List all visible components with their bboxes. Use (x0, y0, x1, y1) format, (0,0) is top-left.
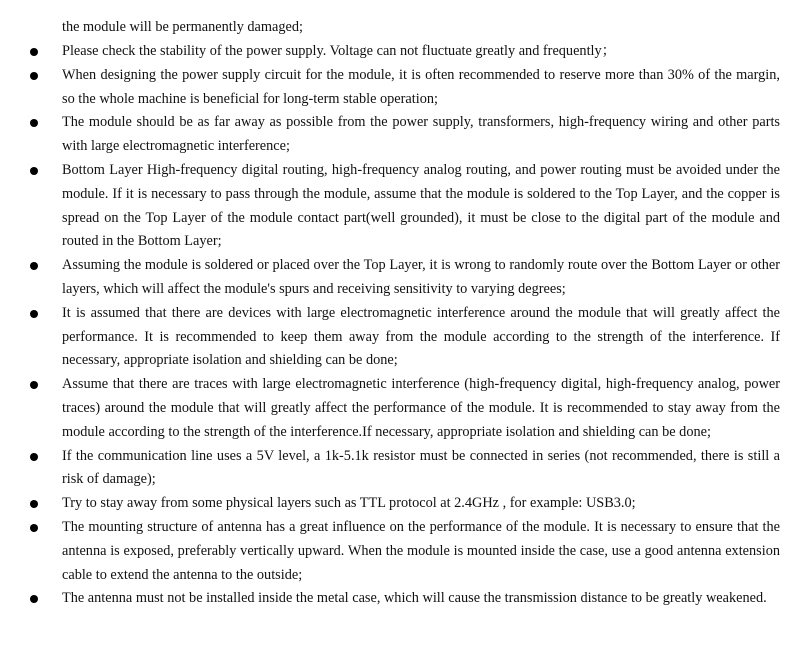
bullet-icon (30, 167, 38, 175)
list-item (0, 587, 780, 611)
list-item-text: It is assumed that there are devices with large electromagnetic interference around the module that will greatly affect the performance. It is recommended to keep them away from the module according to the strength of the interference. If necessary, appropriate isolation and shielding can be done; (62, 304, 780, 369)
bullet-icon (30, 381, 38, 389)
list-item (0, 373, 780, 444)
bullet-icon (30, 72, 38, 80)
list-item (0, 111, 780, 159)
bullet-icon (30, 500, 38, 508)
list-item (0, 254, 780, 302)
list-item-text: If the communication line uses a 5V level, a 1k-5.1k resistor must be connected in series (not recommended, there is still a risk of damage); (62, 447, 780, 488)
list-item (0, 492, 780, 516)
bullet-icon (30, 119, 38, 127)
list-item-text: Assuming the module is soldered or placed over the Top Layer, it is wrong to randomly route over the Bottom Layer or other layers, which will affect the module's spurs and receiving sensitivity to varying degrees; (62, 257, 780, 297)
bullet-icon (30, 310, 38, 318)
list-item (0, 302, 780, 373)
list-item-text: Assume that there are traces with large electromagnetic interference (high-frequency digital, high-frequency analog, power traces) around the module that will greatly affect the performance of the module. It is recommended to stay away from the module according to the strength of the interference.If necessary, appropriate isolation and shielding can be done; (62, 376, 780, 440)
list-item-text: Bottom Layer High-frequency digital routing, high-frequency analog routing, and power routing must be avoided under the module. If it is necessary to pass through the module, assume that the module is soldered to the Top Layer, and the copper is spread on the Top Layer of the module contact part(well grounded), it must be close to the digital part of the module and routed in the Bottom Layer; (62, 161, 780, 250)
bullet-icon (30, 524, 38, 532)
bullet-icon (30, 48, 38, 56)
list-item-text: The antenna must not be installed inside the metal case, which will cause the transmission distance to be greatly weakened. (62, 590, 767, 607)
list-item (0, 40, 780, 64)
list-item-text: The mounting structure of antenna has a great influence on the performance of the module. It is necessary to ensure that the antenna is exposed, preferably vertically upward. When the module is mounted inside the case, use a good antenna extension cable to extend the antenna to the outside; (62, 518, 780, 583)
bullet-icon (30, 453, 38, 461)
list-item (0, 159, 780, 254)
bullet-icon (30, 595, 38, 603)
list-item-text: The module should be as far away as possible from the power supply, transformers, high-frequency wiring and other parts with large electromagnetic interference; (62, 114, 780, 155)
list-item (0, 445, 780, 493)
list-item (0, 516, 780, 587)
guideline-list (0, 40, 795, 611)
list-item-text: When designing the power supply circuit for the module, it is often recommended to reserve more than 30% of the margin, so the whole machine is beneficial for long-term stable operation; (62, 66, 780, 107)
bullet-icon (30, 262, 38, 270)
list-item-text: Please check the stability of the power supply. Voltage can not fluctuate greatly and frequently； (62, 43, 616, 59)
list-item-text: Try to stay away from some physical layers such as TTL protocol at 2.4GHz , for example: USB3.0; (62, 495, 636, 512)
continuation-text: the module will be permanently damaged; (62, 19, 303, 35)
list-item (0, 64, 780, 112)
